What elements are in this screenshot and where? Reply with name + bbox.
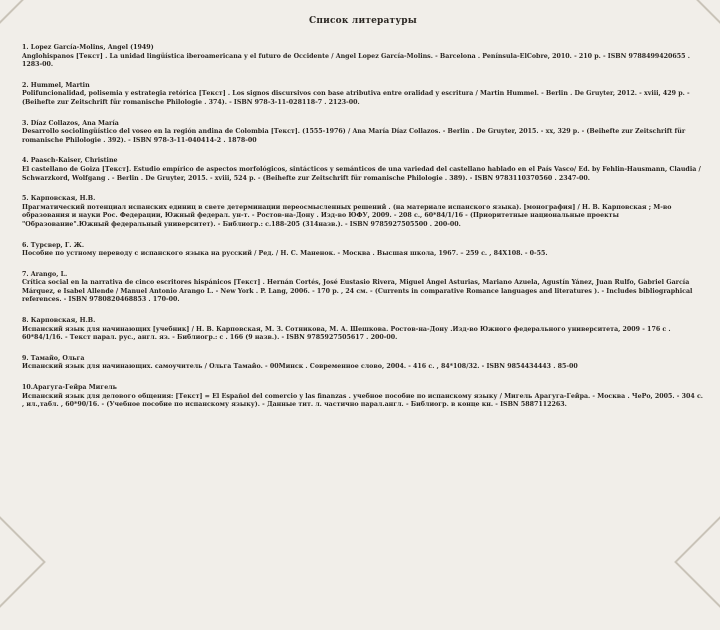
reference-list xyxy=(22,10,704,422)
reference-author: 5. Карповская, Н.В. xyxy=(22,195,96,203)
reference-item xyxy=(22,195,704,229)
reference-body: El castellano de Goiza [Текст]. Estudio empírico de aspectos morfológicos, sintácticos y semánticos de una variedad del castellano hablado en el País Vasco/ Ed. by Fehlin-Hausmann, Claudia / Schwarzkord, Wolfgang . - Berlin . De Gruyter, 2015. - xviii, 524 р. - (Beihefte zur Zeitschrift für romanische Philologie . 389). - ISBN 9783110370560 . 2347-00. xyxy=(22,165,701,182)
corner-decoration xyxy=(0,494,46,630)
reference-author: 1. Lopez García-Molins, Angel (1949) xyxy=(22,44,154,51)
reference-body: Испанский язык для делового общения: [Текст] = El Español del comercio y las finanzas . учебное пособие по испанскому языку / Мигель Арагуга-Гейра. - Москва . ЧеРо, 2005. - 304 с. , ил.,табл. , 60*90/16. - (Учебное пособие по испанскому языку). - Данные тит. л. частично парал.англ. - Библиогр. в конце кн. - ISBN 5887112263. xyxy=(22,392,703,409)
reference-item xyxy=(22,242,704,259)
reference-author: 10.Арагуга-Гейра Мигель xyxy=(22,384,117,392)
reference-author: 8. Карповская, Н.В. xyxy=(22,317,96,325)
reference-item xyxy=(22,317,704,343)
corner-decoration xyxy=(674,494,720,630)
reference-body: Испанский язык для начинающих [учебник] / Н. В. Карповская, М. З. Сотникова, М. А. Шешкова. Ростов-на-Дону .Изд-во Южного федерального университета, 2009 - 176 с . 60*84/1/16. - Текст парал. рус., англ. яз. - Библиогр.: с . 166 (9 назв.). - ISBN 9785927505617 . 200-00. xyxy=(22,325,671,342)
reference-author: 7. Arango, L. xyxy=(22,270,68,278)
reference-item xyxy=(22,82,704,108)
reference-body: Anglohispanos [Текст] . La unidad lingüística iberoamericana y el futuro de Occidente / Angel Lopez García-Molins. - Barcelona . Península-ElCobre, 2010. - 210 р. - ISBN 9788499420655 . 1283-00. xyxy=(22,52,690,69)
reference-author: 3. Díaz Collazos, Ana María xyxy=(22,119,119,127)
reference-author: 6. Турсвер, Г. Ж. xyxy=(22,241,85,249)
reference-author: 4. Paasch-Kaiser, Christine xyxy=(22,157,118,165)
reference-item xyxy=(22,157,704,183)
reference-body: Прагматический потенциал испанских единиц в свете детерминации переосмысленных решений . (на материале испанского языка). [монография] / Н. В. Карповская ; М-во образования и науки Рос. Федерации, Южный федерал. ун-т. - Ростов-на-Дону . Изд-во ЮФУ, 2009. - 208 с., 60*84/1/16 - (Приоритетные национальные проекты "Образование".Южный федеральный университет). - Библиогр.: с.188-205 (314назв.). - ISBN 9785927505500 . 200-00. xyxy=(22,203,672,228)
page-title: Список литературы xyxy=(308,16,418,26)
reference-body: Испанский язык для начинающих. самоучитель / Ольга Тамайо. - 00Минск . Современное слово, 2004. - 416 с. , 84*108/32. - ISBN 9854434443 . 85-00 xyxy=(22,363,578,371)
reference-body: Polifuncionalidad, polisemia y estrategia retórica [Текст] . Los signos discursivos con base atributiva entre oralidad y escritura / Martin Hummel. - Berlin . De Gruyter, 2012. - xviii, 429 р. - (Beihefte zur Zeitschrift für romanische Philologie . 374). - ISBN 978-3-11-028118-7 . 2123-00. xyxy=(22,90,690,106)
reference-body: Crítica social en la narrativa de cinco escritores hispánicos [Текст] . Hernán Cortés, José Eustasio Rivera, Miguel Ángel Asturias, Mariano Azuela, Agustín Yánez, Juan Rulfo, Gabriel García Márquez, e Isabel Allende / Manuel Antonio Arango L. - New York . P. Lang, 2006. - 170 р. , 24 см. - (Currents in comparative Romance languages and literatures ). - Includes bibliographical references. - ISBN 9780820468853 . 170-00. xyxy=(22,279,693,304)
reference-author: 9. Тамайо, Ольга xyxy=(22,354,85,362)
reference-author: 2. Hummel, Martin xyxy=(22,81,90,89)
reference-item xyxy=(22,271,704,305)
reference-item xyxy=(22,384,704,410)
reference-item xyxy=(22,355,704,372)
reference-item xyxy=(22,44,704,70)
reference-body: Desarrollo sociolingüístico del voseo en la región andina de Colombia [Текст]. (1555-1976) / Ana María Díaz Collazos. - Berlin . De Gruyter, 2015. - xx, 329 р. - (Beihefte zur Zeitschrift für romanische Philologie . 392). - ISBN 978-3-11-040414-2 . 1878-00 xyxy=(22,128,686,144)
reference-body: Пособие по устному переводу с испанского языка на русский / Ред. / Н. С. Маненок. - Москва . Высшая школа, 1967. – 259 с. , 84X108. - 0-55. xyxy=(22,250,548,258)
reference-item xyxy=(22,120,704,146)
